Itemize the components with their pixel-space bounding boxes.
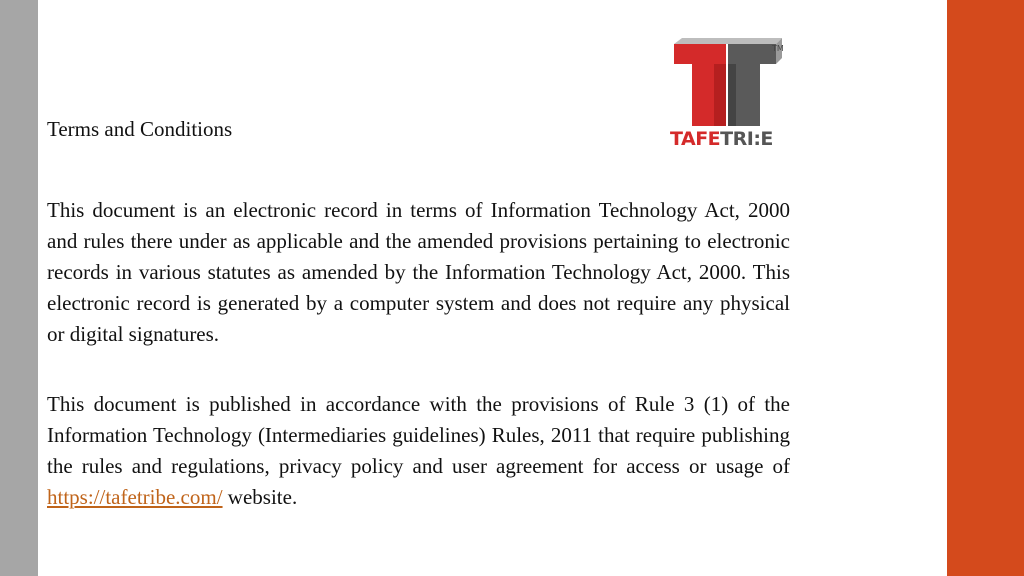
paragraph-electronic-record: This document is an electronic record in terms of Information Technology Act, 2000 and rules there under as applicable and the amended provisions pertaining to electronic records in various statutes as amended by the Information Technology Act, 2000. This electronic record is generated by a computer system and does not require any physical or digital signatures. [47,198,790,346]
paragraph2-text-before: This document is published in accordance with the provisions of Rule 3 (1) of the Information Technology (Intermediaries guidelines) Rules, 2011 that require publishing the rules and regulations, privacy policy and user agreement for access or usage of [47,392,790,478]
trademark-mark: TM [772,44,784,53]
logo-word-tribe: TRI:E [720,128,773,150]
paragraph-publication-notice [47,389,790,513]
left-accent-bar [0,0,38,576]
paragraph2-text-after: website. [222,485,298,509]
tafetribe-website-link[interactable]: https://tafetribe.com/ [47,485,223,509]
page-title: Terms and Conditions [47,117,233,141]
logo-word-tafe: TAFE [670,128,721,150]
logo-wordmark [670,128,773,150]
right-accent-bar [947,0,1024,576]
